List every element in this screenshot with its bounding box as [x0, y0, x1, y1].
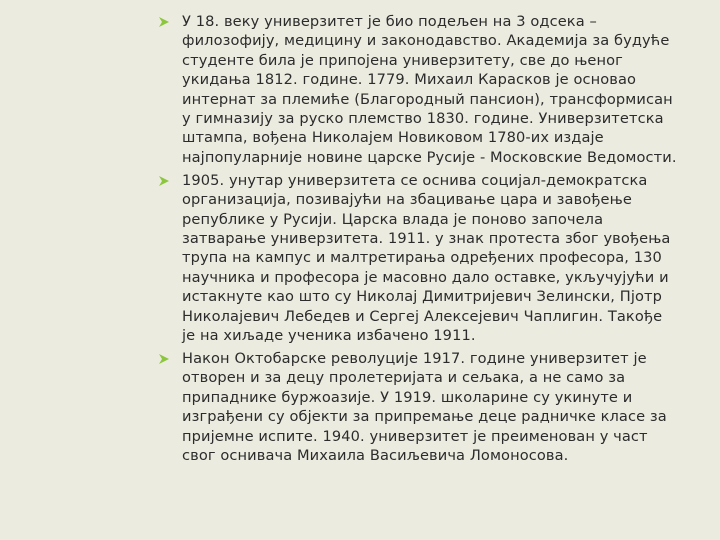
bullet-text-1: У 18. веку универзитет је био подељен на 3 одсека – филозофију, медицину и законодавство. Академија за будуће студенте била је припојена универзитету, све до њеног укидања 1812. године. 1779. Михаил Карасков је основао интернат за племиће (Благородный пансион), трансформисан у гимназију за руско племство 1830. године. Универзитетска штампа, вођена Николајем Новиковом 1780-их издаје најпопуларније новине царске Русије - Московские Ведомости.	[182, 13, 677, 166]
bullet-list	[158, 12, 678, 469]
bullet-text-2: 1905. унутар универзитета се оснива социјал-демократска организација, позивајући на збацивање цара и завођење републике у Русији. Царска влада је поново започела затварање универзитета. 1911. у знак протеста због увођења трупа на кампус и малтретирања одређених професора, 130 научника и професора је масовно дало оставке, укључујући и истакнуте као што су Николај Димитријевич Зелински, Пјотр Николајевич Лебедев и Сергеј Алексејевич Чаплигин. Такође је на хиљаде ученика избачено 1911.	[182, 171, 671, 344]
bullet-text-3: Након Октобарске револуције 1917. године универзитет је отворен и за децу пролетеријата и сељака, а не само за припаднике буржоазије. У 1919. школарине су укинуте и изграђени су објекти за припремање деце радничке класе за пријемне испите. 1940. универзитет је преименован у част свог оснивача Михаила Васиљевича Ломоносова.	[182, 349, 667, 464]
bullet-item-3	[158, 349, 678, 465]
bullet-item-2	[158, 171, 678, 346]
bullet-item-1	[158, 12, 678, 167]
